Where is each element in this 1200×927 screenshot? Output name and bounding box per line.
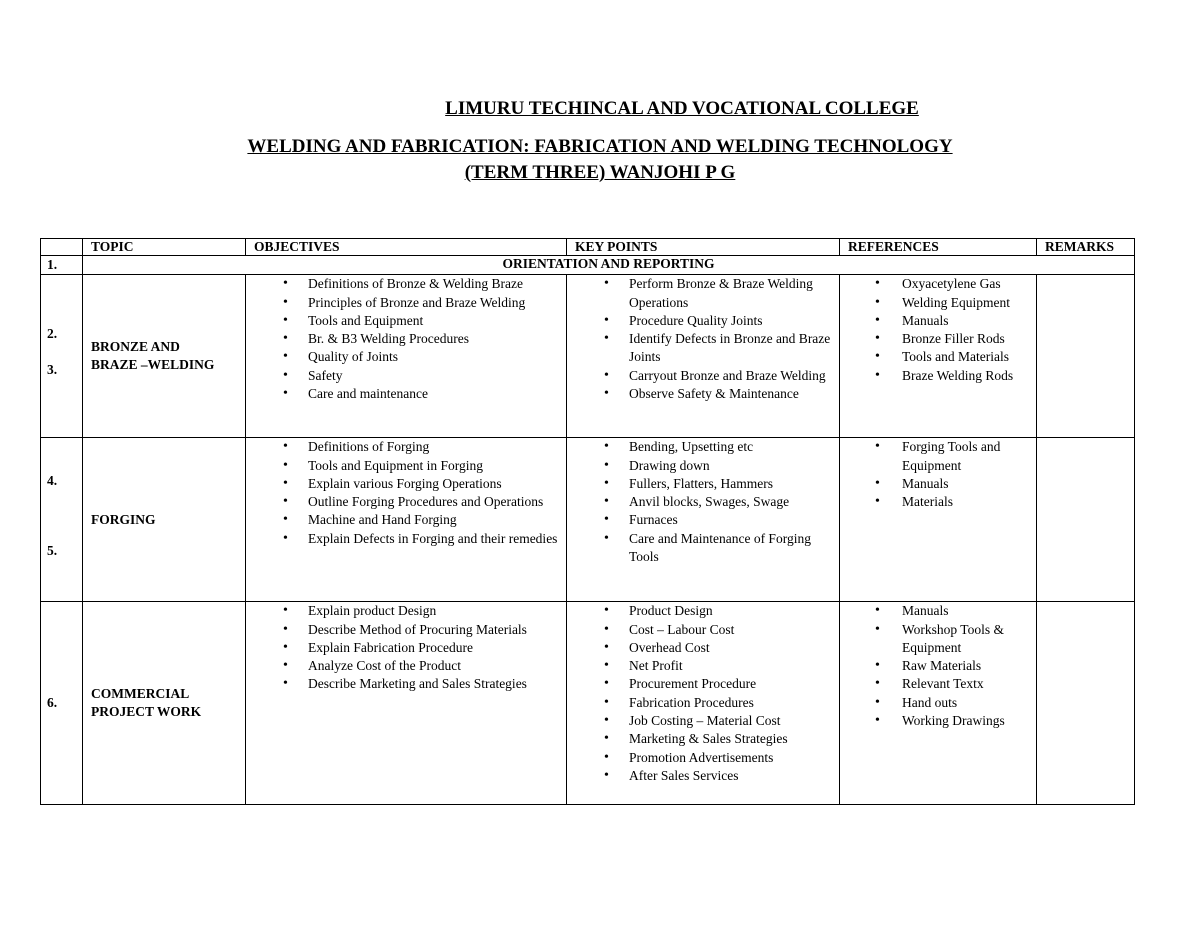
scheme-of-work-table	[40, 238, 1135, 805]
objectives-list	[250, 438, 562, 548]
column-header-objectives: OBJECTIVES	[246, 239, 567, 256]
list-item: • Definitions of Bronze & Welding Braze	[250, 275, 562, 293]
list-item: • Furnaces	[571, 511, 835, 529]
list-item: • Net Profit	[571, 657, 835, 675]
column-header-remarks: REMARKS	[1037, 239, 1135, 256]
list-item: • Drawing down	[571, 457, 835, 475]
list-item: • Machine and Hand Forging	[250, 511, 562, 529]
list-item: • Br. & B3 Welding Procedures	[250, 330, 562, 348]
list-item: • Manuals	[844, 602, 1032, 620]
objectives-list	[250, 602, 562, 693]
list-item: • Explain Fabrication Procedure	[250, 639, 562, 657]
column-header-number	[41, 239, 83, 256]
table-row-bronze-braze	[41, 275, 1135, 438]
list-item: • Care and maintenance	[250, 385, 562, 403]
objectives-list	[250, 275, 562, 403]
topic-label-line: BRAZE –WELDING	[91, 357, 215, 373]
list-item: • Describe Method of Procuring Materials	[250, 621, 562, 639]
list-item: • Manuals	[844, 475, 1032, 493]
remarks-cell	[1037, 602, 1135, 805]
list-item: • Safety	[250, 367, 562, 385]
key-points-list	[571, 438, 835, 566]
list-item: • Procurement Procedure	[571, 675, 835, 693]
list-item: • Fabrication Procedures	[571, 694, 835, 712]
references-list	[844, 602, 1032, 730]
list-item: • Observe Safety & Maintenance	[571, 385, 835, 403]
row-number: 3.	[47, 362, 58, 378]
list-item: • Promotion Advertisements	[571, 749, 835, 767]
college-title: LIMURU TECHINCAL AND VOCATIONAL COLLEGE	[445, 98, 919, 119]
row-number: 4.	[47, 473, 58, 489]
list-item: • Analyze Cost of the Product	[250, 657, 562, 675]
table-header-row	[41, 239, 1135, 256]
list-item: • Braze Welding Rods	[844, 367, 1032, 385]
list-item: • Forging Tools and Equipment	[844, 438, 1032, 475]
list-item: • Quality of Joints	[250, 348, 562, 366]
table-row-commercial	[41, 602, 1135, 805]
row-number: 6.	[47, 695, 58, 711]
row-number: 5.	[47, 543, 58, 559]
list-item: • Welding Equipment	[844, 294, 1032, 312]
term-subtitle: (TERM THREE) WANJOHI P G	[464, 162, 736, 183]
column-header-references: REFERENCES	[840, 239, 1037, 256]
column-header-key-points: KEY POINTS	[567, 239, 840, 256]
list-item: • Outline Forging Procedures and Operations	[250, 493, 562, 511]
list-item: • Definitions of Forging	[250, 438, 562, 456]
list-item: • Explain Defects in Forging and their remedies	[250, 530, 562, 548]
objectives-cell	[246, 275, 567, 438]
topic-label-line: BRONZE AND	[91, 339, 180, 354]
references-list	[844, 275, 1032, 385]
row-numbers-cell	[41, 275, 83, 438]
references-cell	[840, 438, 1037, 602]
table-row-forging	[41, 438, 1135, 602]
table-row-orientation	[41, 256, 1135, 275]
list-item: • Fullers, Flatters, Hammers	[571, 475, 835, 493]
course-title: WELDING AND FABRICATION: FABRICATION AND WELDING TECHNOLOGY	[247, 136, 953, 157]
list-item: • Anvil blocks, Swages, Swage	[571, 493, 835, 511]
list-item: • Raw Materials	[844, 657, 1032, 675]
list-item: • Job Costing – Material Cost	[571, 712, 835, 730]
list-item: • Identify Defects in Bronze and Braze Joints	[571, 330, 835, 367]
topic-label-line: FORGING	[91, 511, 156, 527]
list-item: • Oxyacetylene Gas	[844, 275, 1032, 293]
list-item: • Manuals	[844, 312, 1032, 330]
list-item: • Bronze Filler Rods	[844, 330, 1032, 348]
list-item: • Bending, Upsetting etc	[571, 438, 835, 456]
list-item: • Describe Marketing and Sales Strategies	[250, 675, 562, 693]
list-item: • Cost – Labour Cost	[571, 621, 835, 639]
row-numbers-cell	[41, 602, 83, 805]
list-item: • Tools and Equipment in Forging	[250, 457, 562, 475]
key-points-list	[571, 602, 835, 785]
row-numbers-cell	[41, 438, 83, 602]
objectives-cell	[246, 602, 567, 805]
list-item: • Principles of Bronze and Braze Welding	[250, 294, 562, 312]
remarks-cell	[1037, 275, 1135, 438]
list-item: • After Sales Services	[571, 767, 835, 785]
topic-label-line: PROJECT WORK	[91, 704, 202, 720]
list-item: • Carryout Bronze and Braze Welding	[571, 367, 835, 385]
list-item: • Tools and Equipment	[250, 312, 562, 330]
list-item: • Marketing & Sales Strategies	[571, 730, 835, 748]
list-item: • Perform Bronze & Braze Welding Operations	[571, 275, 835, 312]
list-item: • Care and Maintenance of Forging Tools	[571, 530, 835, 567]
topic-cell	[83, 275, 246, 438]
list-item: • Hand outs	[844, 694, 1032, 712]
remarks-cell	[1037, 438, 1135, 602]
orientation-title: ORIENTATION AND REPORTING	[83, 256, 1135, 275]
key-points-list	[571, 275, 835, 403]
references-list	[844, 438, 1032, 511]
topic-cell	[83, 438, 246, 602]
key-points-cell	[567, 438, 840, 602]
list-item: • Materials	[844, 493, 1032, 511]
key-points-cell	[567, 275, 840, 438]
list-item: • Product Design	[571, 602, 835, 620]
topic-label-line: COMMERCIAL	[91, 686, 190, 701]
references-cell	[840, 275, 1037, 438]
list-item: • Procedure Quality Joints	[571, 312, 835, 330]
objectives-cell	[246, 438, 567, 602]
list-item: • Explain product Design	[250, 602, 562, 620]
column-header-topic: TOPIC	[83, 239, 246, 256]
list-item: • Working Drawings	[844, 712, 1032, 730]
list-item: • Overhead Cost	[571, 639, 835, 657]
row-number: 1.	[41, 256, 83, 275]
list-item: • Workshop Tools & Equipment	[844, 621, 1032, 658]
row-number: 2.	[47, 326, 58, 342]
list-item: • Explain various Forging Operations	[250, 475, 562, 493]
topic-cell	[83, 602, 246, 805]
list-item: • Relevant Textx	[844, 675, 1032, 693]
key-points-cell	[567, 602, 840, 805]
list-item: • Tools and Materials	[844, 348, 1032, 366]
references-cell	[840, 602, 1037, 805]
